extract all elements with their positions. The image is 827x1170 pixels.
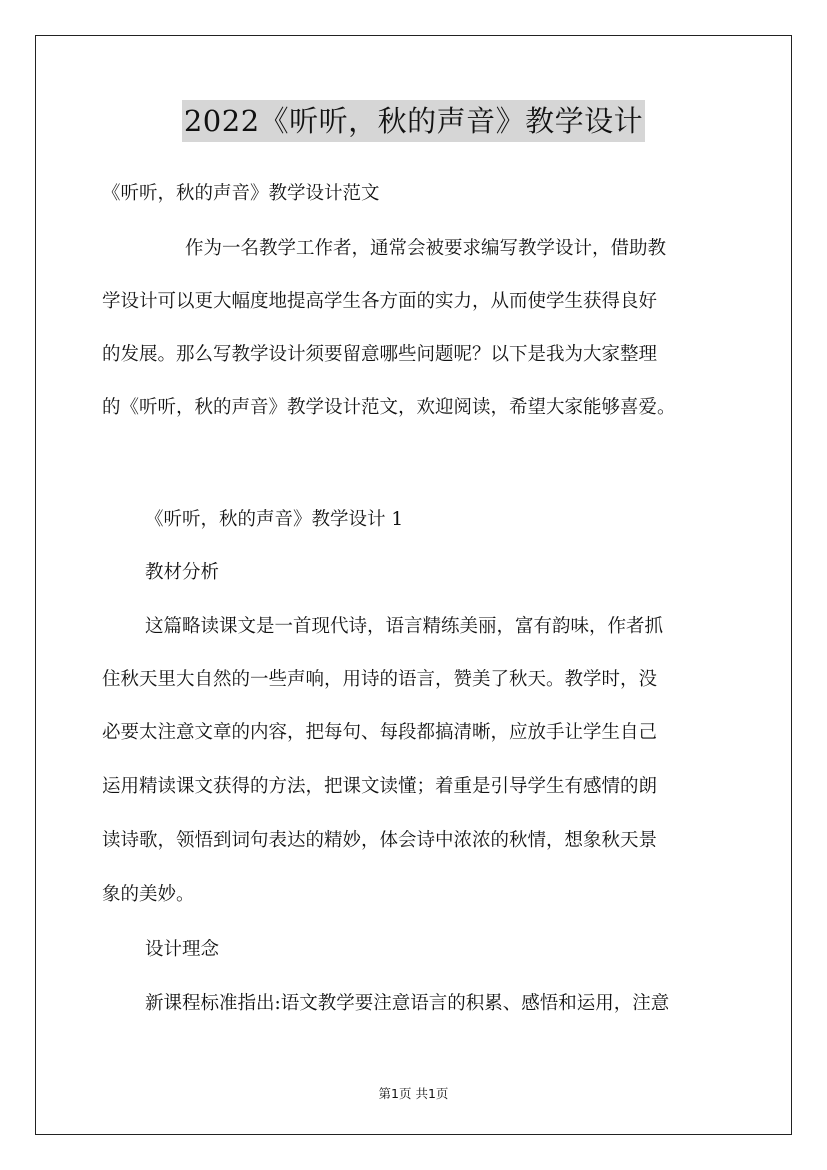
title-container xyxy=(0,100,827,142)
page-footer: 第1页 共1页 xyxy=(378,1086,449,1101)
section-heading: 《听听，秋的声音》教学设计 1 xyxy=(145,509,404,530)
material-line-6: 象的美妙。 xyxy=(102,884,195,905)
document-title: 2022《听听，秋的声音》教学设计 xyxy=(182,100,645,142)
material-line-2: 住秋天里大自然的一些声响，用诗的语言，赞美了秋天。教学时，没 xyxy=(102,669,658,690)
intro-line-4: 的《听听，秋的声音》教学设计范文，欢迎阅读，希望大家能够喜爱。 xyxy=(102,397,676,418)
concept-line-1: 新课程标准指出:语文教学要注意语言的积累、感悟和运用，注意 xyxy=(145,993,670,1014)
material-line-5: 读诗歌，领悟到词句表达的精妙，体会诗中浓浓的秋情，想象秋天景 xyxy=(102,830,658,851)
material-line-4: 运用精读课文获得的方法，把课文读懂；着重是引导学生有感情的朗 xyxy=(102,776,658,797)
material-line-1: 这篇略读课文是一首现代诗，语言精练美丽，富有韵味，作者抓 xyxy=(145,616,664,637)
subtitle: 《听听，秋的声音》教学设计范文 xyxy=(102,183,380,204)
heading-design-concept: 设计理念 xyxy=(145,939,220,960)
intro-line-1: 作为一名教学工作者，通常会被要求编写教学设计，借助教 xyxy=(185,238,667,259)
heading-material-analysis: 教材分析 xyxy=(145,562,220,583)
intro-line-3: 的发展。那么写教学设计须要留意哪些问题呢？以下是我为大家整理 xyxy=(102,344,658,365)
intro-line-2: 学设计可以更大幅度地提高学生各方面的实力，从而使学生获得良好 xyxy=(102,291,658,312)
material-line-3: 必要太注意文章的内容，把每句、每段都搞清晰，应放手让学生自己 xyxy=(102,722,658,743)
